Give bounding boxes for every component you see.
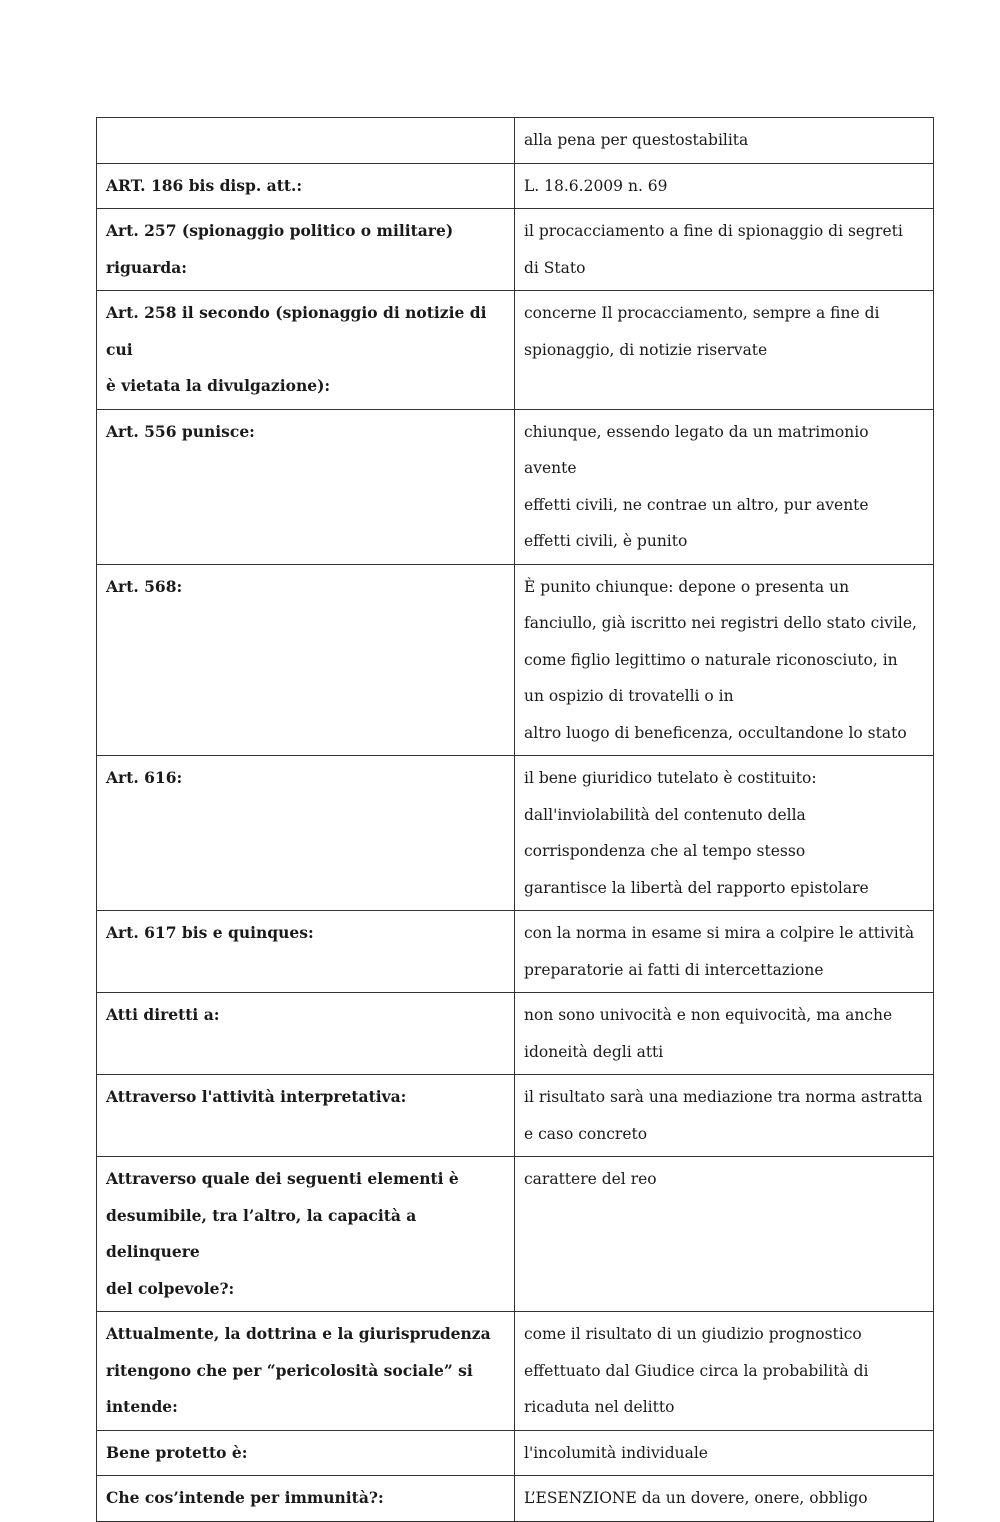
answer-line: effettuato dal Giudice circa la probabilità di (524, 1361, 869, 1380)
answer-line: il procacciamento a fine di spionaggio di segreti (524, 222, 903, 240)
qa-table (96, 117, 934, 1522)
table-row (97, 1075, 934, 1157)
question-cell (97, 1157, 515, 1312)
table-row (97, 163, 934, 209)
question-cell (97, 564, 515, 756)
question-line: Attraverso quale dei seguenti elementi è (106, 1169, 459, 1188)
question-line: ritengono che per “pericolosità sociale” si (106, 1360, 473, 1380)
question-line: Art. 568: (106, 576, 183, 596)
answer-line: come figlio legittimo o naturale riconosciuto, in (524, 650, 898, 669)
question-cell (97, 209, 515, 291)
table-row (97, 291, 934, 410)
answer-cell (515, 1312, 934, 1431)
question-line: intende: (106, 1397, 178, 1416)
question-line: Che cos’intende per immunità?: (106, 1488, 384, 1507)
answer-line: un ospizio di trovatelli o in (524, 687, 734, 705)
question-line: del colpevole?: (106, 1278, 235, 1298)
answer-line: È punito chiunque: depone o presenta un (524, 577, 850, 596)
answer-cell (515, 564, 934, 756)
answer-line: L. 18.6.2009 n. 69 (524, 176, 668, 195)
question-cell (97, 118, 515, 164)
table-row (97, 1476, 934, 1522)
answer-line: ricaduta nel delitto (524, 1398, 675, 1416)
question-line: Attraverso l'attività interpretativa: (106, 1087, 407, 1106)
answer-line: avente (524, 459, 577, 477)
answer-cell (515, 118, 934, 164)
answer-line: effetti civili, ne contrae un altro, pur avente (524, 495, 869, 514)
question-cell (97, 756, 515, 911)
answer-line: di Stato (524, 258, 586, 277)
table-row (97, 1157, 934, 1312)
answer-line: non sono univocità e non equivocità, ma anche (524, 1006, 893, 1024)
table-row (97, 564, 934, 756)
answer-line: spionaggio, di notizie riservate (524, 340, 768, 359)
table-row (97, 1312, 934, 1431)
table-row (97, 911, 934, 993)
table-row (97, 209, 934, 291)
answer-cell (515, 163, 934, 209)
answer-cell (515, 409, 934, 564)
answer-line: garantisce la libertà del rapporto epistolare (524, 878, 869, 897)
answer-line: concerne Il procacciamento, sempre a fine di (524, 304, 880, 322)
answer-line: altro luogo di beneficenza, occultandone lo stato (524, 723, 907, 742)
question-line: Art. 257 (spionaggio politico o militare) (106, 221, 454, 240)
answer-line: fanciullo, già iscritto nei registri dello stato civile, (524, 614, 917, 632)
table-row (97, 409, 934, 564)
question-cell (97, 1075, 515, 1157)
question-line: Art. 258 il secondo (spionaggio di notizie di cui (106, 303, 487, 359)
answer-line: e caso concreto (524, 1124, 648, 1143)
answer-line: il bene giuridico tutelato è costituito: (524, 769, 817, 787)
question-cell (97, 409, 515, 564)
table-row (97, 118, 934, 164)
table-row (97, 756, 934, 911)
question-cell (97, 163, 515, 209)
answer-line: chiunque, essendo legato da un matrimonio (524, 422, 869, 441)
question-cell (97, 911, 515, 993)
question-line: Art. 556 punisce: (106, 421, 255, 441)
answer-line: come il risultato di un giudizio prognostico (524, 1325, 862, 1343)
question-line: ART. 186 bis disp. att.: (106, 175, 303, 195)
question-line: desumibile, tra l’altro, la capacità a delinquere (106, 1205, 417, 1261)
answer-cell (515, 291, 934, 410)
answer-cell (515, 911, 934, 993)
answer-cell (515, 209, 934, 291)
question-cell (97, 1312, 515, 1431)
question-line: riguarda: (106, 257, 187, 277)
question-line: Art. 617 bis e quinques: (106, 923, 314, 942)
question-line: è vietata la divulgazione): (106, 376, 331, 395)
document-page (96, 117, 923, 1522)
table-row (97, 993, 934, 1075)
table-row (97, 1430, 934, 1476)
answer-line: preparatorie ai fatti di intercettazione (524, 960, 824, 979)
answer-line: dall'inviolabilità del contenuto della (524, 805, 806, 824)
answer-cell (515, 1430, 934, 1476)
answer-line: con la norma in esame si mira a colpire le attività (524, 924, 915, 942)
answer-line: alla pena per questostabilita (524, 131, 749, 149)
answer-line: idoneità degli atti (524, 1042, 664, 1061)
question-cell (97, 1430, 515, 1476)
answer-line: carattere del reo (524, 1170, 657, 1188)
question-line: Atti diretti a: (106, 1005, 220, 1024)
answer-line: il risultato sarà una mediazione tra norma astratta (524, 1088, 923, 1106)
answer-cell (515, 756, 934, 911)
qa-table-body (97, 118, 934, 1522)
answer-cell (515, 993, 934, 1075)
question-line: Art. 616: (106, 768, 183, 787)
answer-cell (515, 1157, 934, 1312)
answer-line: l'incolumità individuale (524, 1443, 708, 1462)
question-cell (97, 993, 515, 1075)
answer-cell (515, 1476, 934, 1522)
question-cell (97, 291, 515, 410)
answer-line: corrispondenza che al tempo stesso (524, 842, 806, 860)
question-cell (97, 1476, 515, 1522)
question-line: Bene protetto è: (106, 1442, 248, 1462)
answer-line: L’ESENZIONE da un dovere, onere, obbligo (524, 1489, 868, 1507)
question-line: Attualmente, la dottrina e la giurisprudenza (106, 1324, 491, 1343)
answer-cell (515, 1075, 934, 1157)
answer-line: effetti civili, è punito (524, 532, 688, 550)
